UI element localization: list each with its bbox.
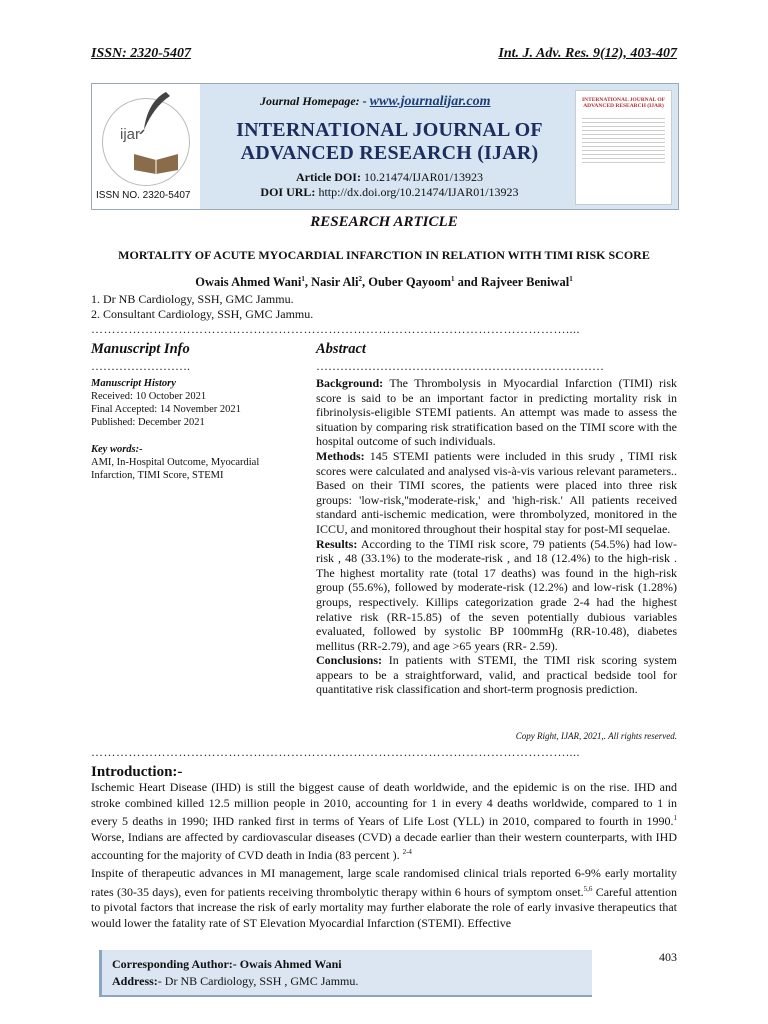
abstract-background: [316, 376, 677, 449]
background-label: Background:: [316, 376, 384, 390]
cover-title: INTERNATIONAL JOURNAL OF ADVANCED RESEARCH (IJAR): [581, 97, 666, 110]
doi-url: [212, 185, 567, 200]
author-3-affil: 1: [450, 275, 455, 283]
accepted-date: Final Accepted: 14 November 2021: [91, 404, 241, 415]
article-type: RESEARCH ARTICLE: [310, 214, 458, 230]
journal-homepage: [260, 94, 491, 110]
conclusions-label: Conclusions:: [316, 653, 383, 668]
corresponding-author-box: [99, 950, 592, 997]
issn-header: ISSN: 2320-5407: [91, 46, 191, 61]
intro-paragraph-1: [91, 780, 677, 864]
intro-p1-text: Ischemic Heart Disease (IHD) is still the biggest cause of death worldwide, and the epidemic is on the rise. IHD and stroke combined killed 12.5 million people in 2010, accounting for 1 in every 4 deaths worldwide, compared to 1 in every 5 deaths in 1990; IHD ranked first in terms of Years of Life Lost (YLL) in 2010, compared to fourth in 1990.: [91, 780, 677, 828]
affiliation-2: 2. Consultant Cardiology, SSH, GMC Jammu.: [91, 307, 314, 321]
author-1: Owais Ahmed Wani: [195, 275, 302, 290]
journal-logo: [92, 84, 200, 209]
logo-issn: ISSN NO. 2320-5407: [96, 190, 191, 201]
methods-text: 145 STEMI patients were included in this srudy , TIMI risk scores were calculated and analysed vis-à-vis various relevant parameters.. Based on their TIMI scores, the patients were placed into three risk groups: 'low-risk,''moderate-risk,' and 'high-risk.' All patients received standard anti-ischemic medication, were thrombolyzed, monitored in the ICCU, and monitored throughout their hospital stay for post-MI sequelae.: [316, 448, 677, 536]
copyright-notice: Copy Right, IJAR, 2021,. All rights reserved.: [515, 731, 677, 741]
article-doi: [212, 170, 567, 185]
manuscript-info-heading: Manuscript Info: [91, 341, 190, 357]
author-2: , Nasir Ali: [304, 275, 359, 290]
article-doi-value: 10.21474/IJAR01/13923: [360, 170, 483, 184]
keywords-block: [91, 443, 261, 482]
manuscript-history: [91, 377, 261, 429]
author-list: [0, 275, 768, 290]
corresponding-address: [112, 974, 358, 989]
separator-top: ……………………………………………………………………………………………………....: [91, 322, 580, 336]
history-label: Manuscript History: [91, 378, 176, 389]
keywords-label: Key words:-: [91, 444, 143, 455]
author-1-affil: 1: [301, 275, 305, 283]
author-4: and Rajveer Beniwal: [454, 275, 570, 290]
background-text: The Thrombolysis in Myocardial Infarction (TIMI) risk score is said to be an important factor in predicting mortality risk in fibrinolysis-eligible STEMI patients. An attempt was made to assess the situation by comparing risk stratification based on the TIMI score with the hospital outcome of such individuals.: [316, 376, 677, 449]
page-number: 403: [659, 950, 677, 964]
paper-title: MORTALITY OF ACUTE MYOCARDIAL INFARCTION IN RELATION WITH TIMI RISK SCORE: [118, 248, 650, 262]
abstract-conclusions: [316, 653, 677, 697]
journal-title: [212, 119, 567, 165]
address-text: - Dr NB Cardiology, SSH , GMC Jammu.: [157, 974, 359, 988]
intro-p1b-ref: 2-4: [402, 848, 412, 856]
book-icon: [132, 148, 180, 174]
homepage-link[interactable]: www.journalijar.com: [369, 94, 491, 109]
author-4-affil: 1: [569, 275, 573, 283]
abstract-heading: Abstract: [316, 341, 366, 357]
abstract-dots: ………………………………………………………………: [316, 359, 604, 373]
cover-text-lines: [582, 115, 665, 165]
author-2-affil: 2: [358, 275, 362, 283]
intro-p2-text: Inspite of therapeutic advances in MI management, large scale randomised clinical trials reported 6-9% early mortality rates (30-35 days), even for patients receiving thrombolytic therapy within 6 hours of symptom onset.: [91, 866, 677, 899]
citation-header: Int. J. Adv. Res. 9(12), 403-407: [498, 46, 677, 61]
abstract-body: [316, 376, 677, 697]
address-label: Address:: [112, 974, 158, 988]
methods-label: Methods:: [316, 448, 365, 463]
journal-title-line-1: INTERNATIONAL JOURNAL OF: [236, 119, 543, 141]
homepage-label: Journal Homepage: -: [260, 94, 370, 108]
intro-p1-ref: 1: [673, 814, 677, 822]
manuscript-info-dots: …………………….: [91, 359, 190, 373]
doi-url-link[interactable]: http://dx.doi.org/10.21474/IJAR01/13923: [315, 185, 519, 199]
abstract-results: [316, 537, 677, 654]
abstract-methods: [316, 449, 677, 537]
intro-paragraph-2: [91, 866, 677, 931]
article-doi-label: Article DOI:: [296, 170, 361, 184]
conclusions-text: In patients with STEMI, the TIMI risk scoring system appears to be a straightforward, valid, and practical bedside tool for quantitative risk classification and short-term prognosis prediction.: [316, 653, 677, 697]
published-date: Published: December 2021: [91, 417, 205, 428]
introduction-heading: Introduction:-: [91, 764, 183, 780]
quill-icon: [136, 90, 176, 134]
results-label: Results:: [316, 536, 358, 551]
corresponding-author: Corresponding Author:- Owais Ahmed Wani: [112, 957, 342, 971]
separator-bottom: ……………………………………………………………………………………………………....: [91, 745, 580, 759]
journal-title-line-2: ADVANCED RESEARCH (IJAR): [240, 142, 539, 164]
journal-cover-thumbnail: [575, 90, 672, 205]
keywords-list: AMI, In-Hospital Outcome, Myocardial Infarction, TIMI Score, STEMI: [91, 457, 260, 481]
doi-url-label: DOI URL:: [260, 185, 316, 199]
affiliation-1: 1. Dr NB Cardiology, SSH, GMC Jammu.: [91, 292, 294, 306]
results-text: According to the TIMI risk score, 79 patients (54.5%) had low-risk , 48 (33.1%) to the moderate-risk , and 18 (12.4%) to the high-risk . The highest mortality rate (total 17 deaths) was found in the high-risk group (55.6%), followed by moderate-risk (12.2%) and low-risk (1.28%) groups, respectively. Killips categorization grade 2-4 had the highest relative risk (RR-15.85) of the seven potentially dubious variables evaluated, followed by systolic BP 100mmHg (RR-10.48), diabetes mellitus (RR-2.79), and age >65 years (RR- 2.59).: [316, 536, 677, 653]
intro-p2-ref: 5,6: [583, 884, 593, 893]
logo-text: ijar: [120, 126, 141, 143]
intro-p2b-text: Careful attention to pivotal factors that increase the risk of early mortality may further elaborate the role of early invasive therapeutics that would lower the fatality rate of ST Elevation Myocardial Infarction (STEMI). Effective: [91, 884, 677, 930]
author-3: , Ouber Qayoom: [361, 275, 451, 290]
received-date: Received: 10 October 2021: [91, 391, 207, 402]
intro-p1b-text: Worse, Indians are affected by cardiovascular diseases (CVD) a decade earlier than their western counterparts, with IHD accounting for the majority of CVD death in India (83 percent ).: [91, 829, 677, 862]
journal-banner: [91, 83, 679, 210]
